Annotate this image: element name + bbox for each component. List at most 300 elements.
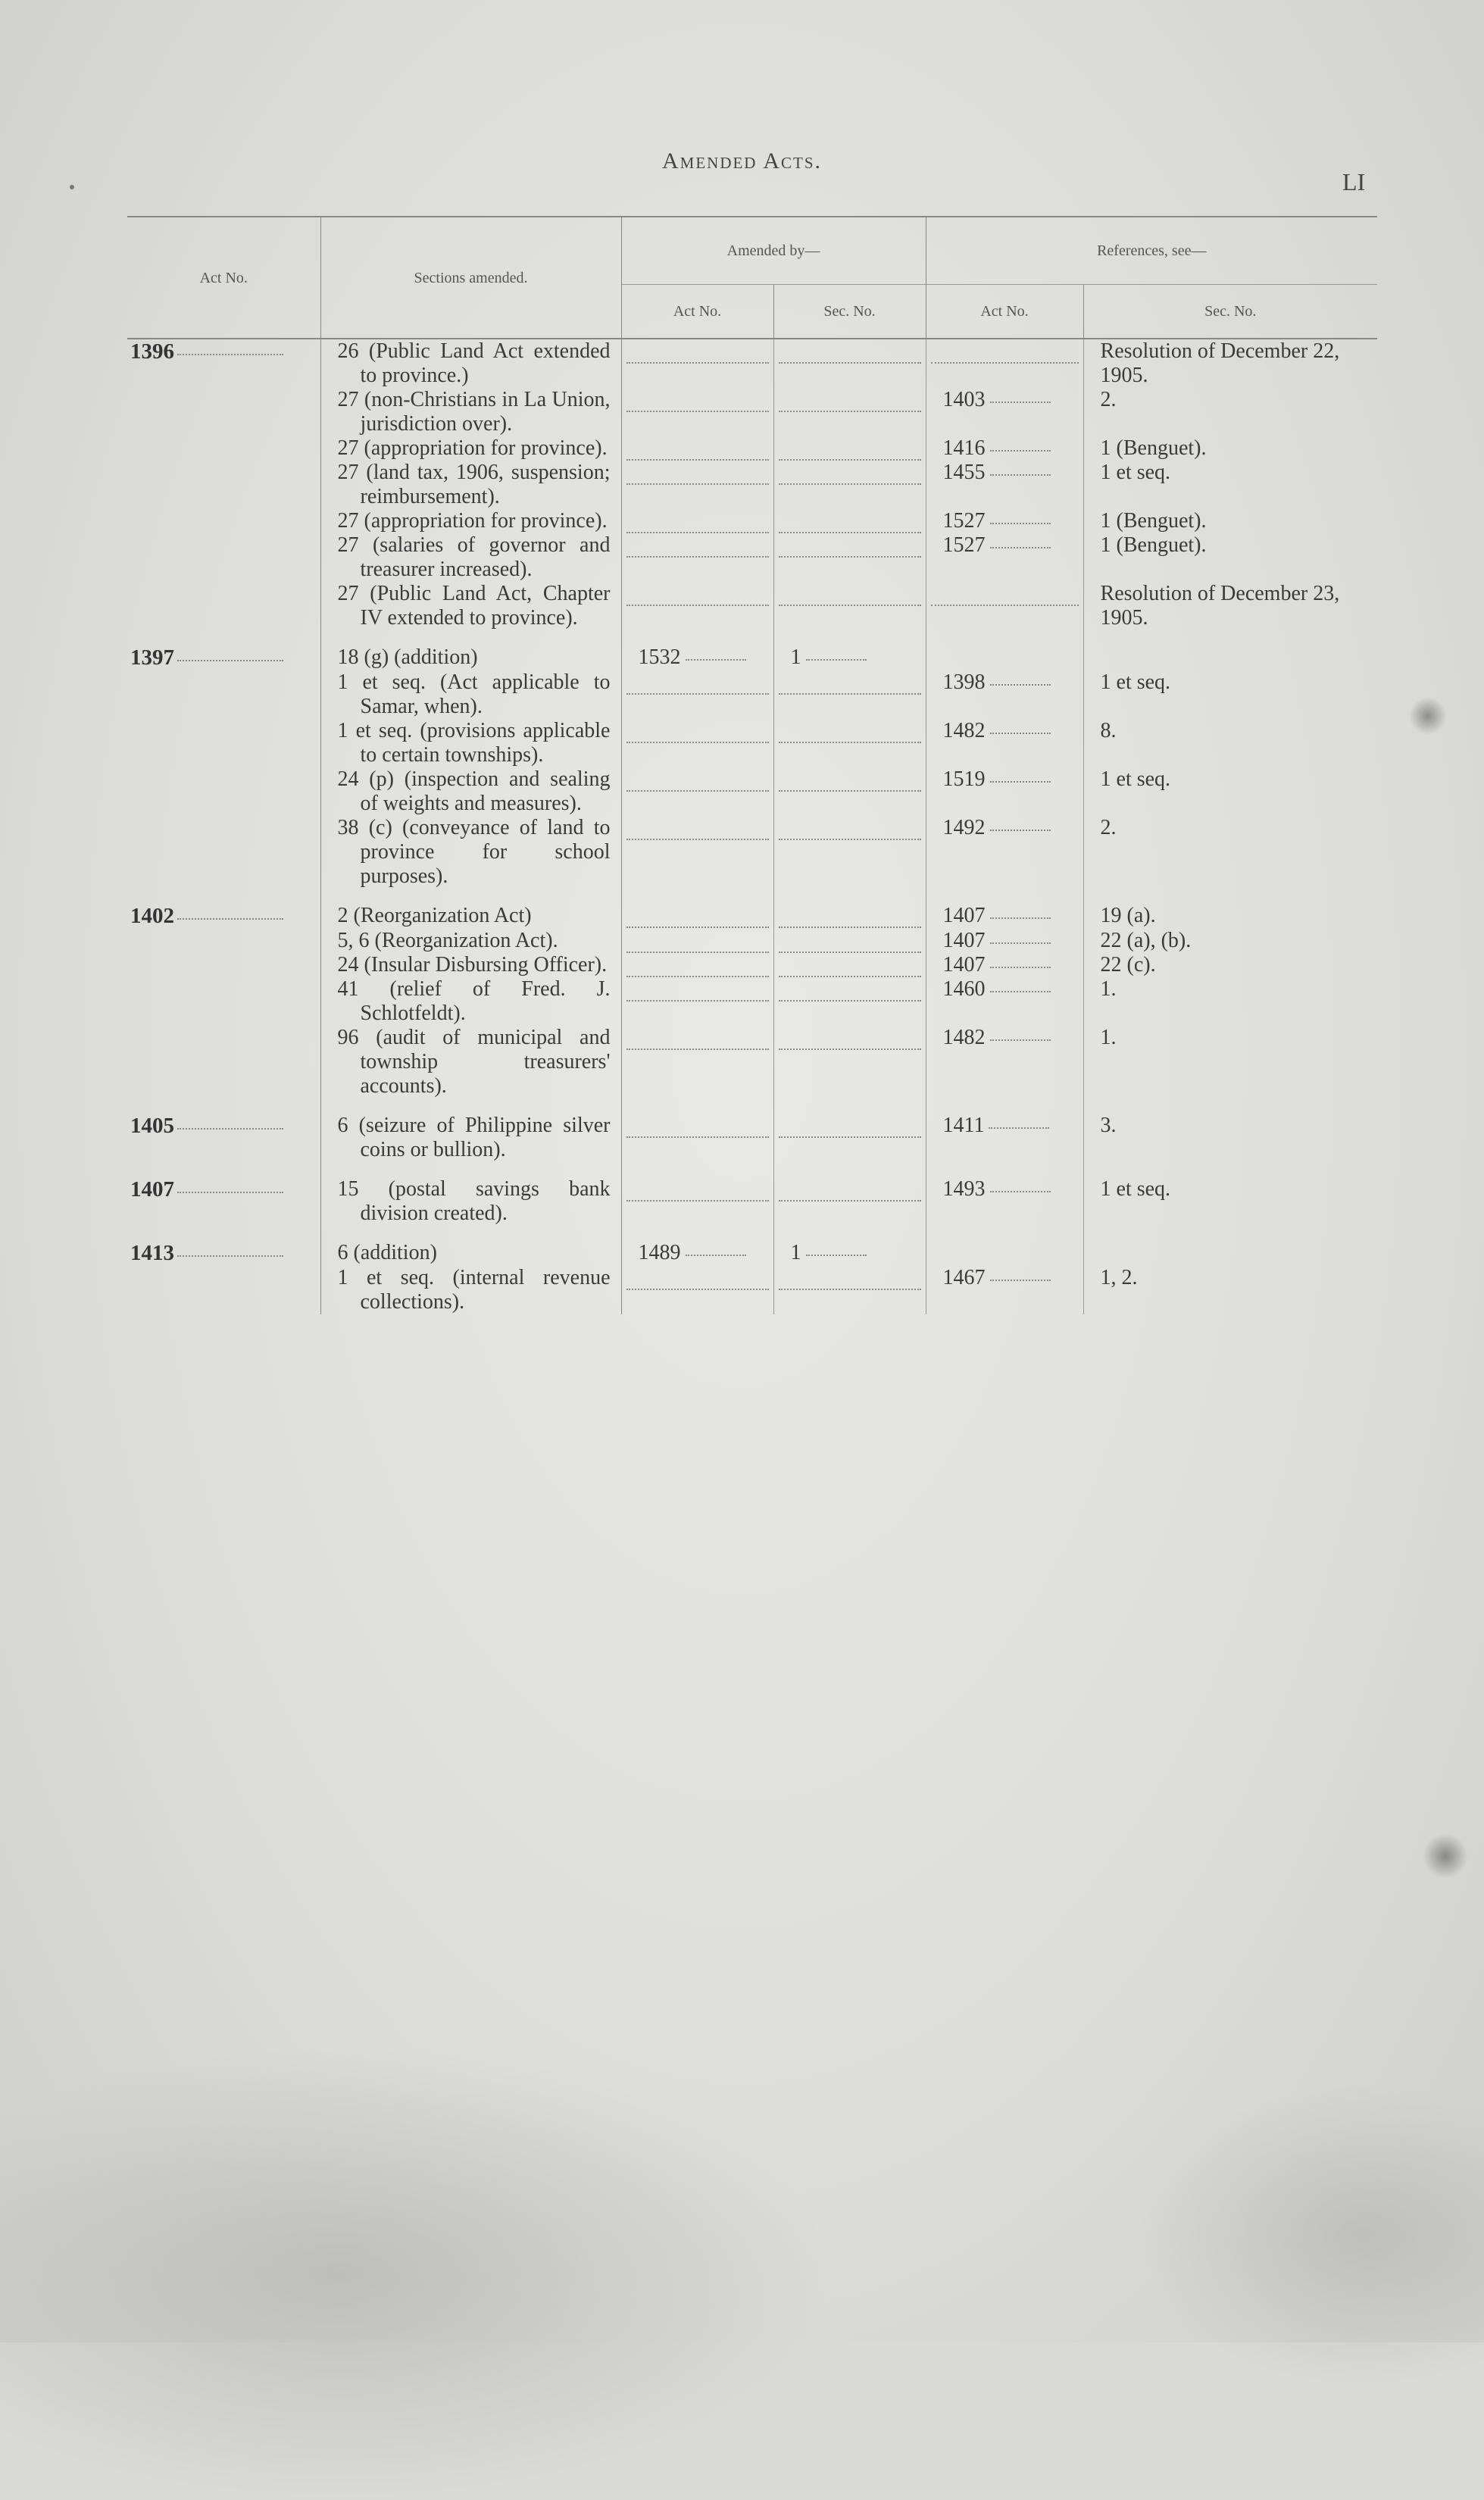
- ref-sec-no-cell: [1083, 582, 1377, 630]
- table-row: [127, 1226, 1377, 1266]
- dot-leader: [779, 786, 921, 792]
- section-amended-text: [321, 388, 621, 436]
- ref-act-no: 1519: [942, 767, 986, 791]
- dot-leader: [806, 655, 867, 661]
- act-no-cell: [127, 1266, 320, 1314]
- section-cell: [320, 1098, 621, 1162]
- dot-leader: [686, 1250, 746, 1256]
- table-row: [127, 953, 1377, 977]
- ref-sec-no-cell: [1083, 816, 1377, 889]
- amended-sec-no-cell: [773, 1026, 926, 1098]
- amended-act-no-cell: [621, 929, 773, 953]
- amended-sec-no-cell: [773, 1162, 926, 1226]
- amended-sec-no-cell: [773, 630, 926, 670]
- header-ref-sec-no: Sec. No.: [1083, 285, 1377, 339]
- table-row: [127, 1098, 1377, 1162]
- paper-speck: [70, 185, 74, 189]
- act-no-cell: [127, 339, 320, 388]
- act-no-cell: [127, 1226, 320, 1266]
- dot-leader: [779, 1132, 921, 1138]
- table-row: [127, 461, 1377, 509]
- amended-acts-table: [127, 216, 1377, 1314]
- dot-leader: [779, 971, 921, 977]
- dot-leader: [177, 1123, 283, 1130]
- dot-leader: [626, 1132, 769, 1138]
- ref-act-no-cell: [926, 509, 1083, 533]
- amended-sec-no-cell: [773, 767, 926, 816]
- act-no-cell: [127, 1026, 320, 1098]
- ref-sec-no-cell: [1083, 509, 1377, 533]
- ref-sec-no: 1 et seq.: [1100, 670, 1171, 694]
- amended-sec-no-cell: [773, 889, 926, 929]
- amended-sec-no-cell: [773, 1098, 926, 1162]
- header-amended-sec-no: Sec. No.: [773, 285, 926, 339]
- ref-act-no-cell: [926, 889, 1083, 929]
- ref-sec-no-cell: [1083, 1098, 1377, 1162]
- section-amended-label: 18 (g) (addition): [337, 645, 478, 669]
- section-amended-text: [321, 582, 621, 630]
- section-cell: [320, 582, 621, 630]
- ref-sec-no: 1.: [1100, 1026, 1117, 1049]
- dot-leader: [990, 986, 1051, 992]
- section-amended-label: 38 (c) (conveyance of land to province for school purposes).: [337, 816, 611, 888]
- ref-act-no-cell: [926, 977, 1083, 1026]
- ref-sec-no-cell: [1083, 1266, 1377, 1314]
- section-amended-label: 27 (appropriation for province).: [337, 436, 608, 460]
- ref-sec-no: 22 (c).: [1100, 953, 1156, 977]
- section-cell: [320, 719, 621, 767]
- act-number: 1407: [130, 1177, 174, 1202]
- act-no-cell: [127, 953, 320, 977]
- amended-act-no-cell: [621, 719, 773, 767]
- ref-act-no: 1482: [942, 719, 986, 742]
- dot-leader: [779, 737, 921, 743]
- header-act-no: Act No.: [127, 217, 320, 339]
- amended-act-no-cell: [621, 339, 773, 388]
- section-cell: [320, 436, 621, 461]
- table-row: [127, 1026, 1377, 1098]
- table-row: [127, 889, 1377, 929]
- ref-act-no-cell: [926, 1226, 1083, 1266]
- dot-leader: [931, 358, 1079, 364]
- amended-act-no-cell: [621, 1266, 773, 1314]
- ref-act-no-cell: [926, 388, 1083, 436]
- dot-leader: [626, 358, 769, 364]
- section-amended-label: 1 et seq. (Act applicable to Samar, when).: [337, 670, 611, 718]
- ref-act-no: 1467: [942, 1266, 986, 1289]
- dot-leader: [990, 542, 1051, 548]
- act-no-cell: [127, 533, 320, 582]
- ref-sec-no: 1 (Benguet).: [1100, 533, 1207, 557]
- dot-leader: [177, 914, 283, 920]
- ref-act-no: 1527: [942, 509, 986, 533]
- dot-leader: [626, 455, 769, 461]
- dot-leader: [779, 947, 921, 953]
- section-amended-label: 2 (Reorganization Act): [337, 904, 532, 927]
- ref-act-no: 1492: [942, 816, 986, 839]
- ref-sec-no: 2.: [1100, 388, 1117, 411]
- ref-act-no-cell: [926, 719, 1083, 767]
- section-amended-text: [321, 816, 621, 889]
- ref-sec-no-cell: [1083, 767, 1377, 816]
- ref-sec-no: 1.: [1100, 977, 1117, 1001]
- dot-leader: [626, 689, 769, 695]
- amended-sec-no-cell: [773, 953, 926, 977]
- act-no-cell: [127, 719, 320, 767]
- dot-leader: [177, 349, 283, 355]
- ref-sec-no: 3.: [1100, 1114, 1117, 1137]
- section-amended-label: 27 (appropriation for province).: [337, 509, 608, 533]
- act-number: 1402: [130, 904, 174, 928]
- act-no-cell: [127, 461, 320, 509]
- section-amended-label: 1 et seq. (internal revenue collections).: [337, 1266, 611, 1314]
- act-no-cell: [127, 670, 320, 719]
- dot-leader: [990, 1275, 1051, 1281]
- section-amended-text: [321, 533, 621, 582]
- amended-sec-no-cell: [773, 816, 926, 889]
- section-amended-text: [321, 1177, 621, 1226]
- section-amended-label: 6 (addition): [337, 1241, 437, 1264]
- paper-stain: [0, 2045, 833, 2500]
- ref-sec-no: 19 (a).: [1100, 904, 1156, 927]
- section-amended-label: 96 (audit of municipal and township treasurers' accounts).: [337, 1026, 611, 1098]
- amended-act-no-cell: [621, 509, 773, 533]
- ref-act-no: 1455: [942, 461, 986, 484]
- ref-act-no: 1407: [942, 953, 986, 977]
- ref-sec-no-cell: [1083, 670, 1377, 719]
- ref-act-no: 1411: [942, 1114, 985, 1137]
- amended-sec-no-cell: [773, 509, 926, 533]
- ref-act-no-cell: [926, 582, 1083, 630]
- section-amended-text: [321, 767, 621, 816]
- section-amended-text: [321, 977, 621, 1026]
- table-row: [127, 630, 1377, 670]
- dot-leader: [990, 518, 1051, 524]
- dot-leader: [779, 689, 921, 695]
- dot-leader: [779, 834, 921, 840]
- ref-act-no-cell: [926, 1026, 1083, 1098]
- section-amended-text: [321, 645, 621, 670]
- dot-leader: [177, 1251, 283, 1257]
- dot-leader: [779, 1195, 921, 1202]
- amended-act-no-cell: [621, 977, 773, 1026]
- ref-sec-no-cell: [1083, 977, 1377, 1026]
- ref-sec-no-cell: [1083, 1226, 1377, 1266]
- dot-leader: [686, 655, 746, 661]
- section-amended-label: 24 (Insular Disbursing Officer).: [337, 953, 608, 977]
- dot-leader: [990, 777, 1051, 783]
- section-amended-text: [321, 904, 621, 928]
- section-amended-text: [321, 1266, 621, 1314]
- amended-act-no-cell: [621, 533, 773, 582]
- act-number: 1413: [130, 1241, 174, 1265]
- dot-leader: [779, 922, 921, 928]
- ref-act-no-cell: [926, 436, 1083, 461]
- section-cell: [320, 1026, 621, 1098]
- dot-leader: [990, 1035, 1051, 1041]
- section-cell: [320, 767, 621, 816]
- section-amended-text: [321, 461, 621, 509]
- ref-act-no: 1527: [942, 533, 986, 557]
- ref-sec-no-cell: [1083, 339, 1377, 388]
- dot-leader: [779, 1044, 921, 1050]
- section-amended-label: 27 (Public Land Act, Chapter IV extended to province).: [337, 582, 611, 630]
- amended-act-no-cell: [621, 816, 773, 889]
- section-cell: [320, 1266, 621, 1314]
- ref-act-no-cell: [926, 929, 1083, 953]
- header-ref-act-no: Act No.: [926, 285, 1083, 339]
- ref-act-no: 1407: [942, 904, 986, 927]
- section-amended-label: 15 (postal savings bank division created).: [337, 1177, 611, 1225]
- section-amended-text: [321, 953, 621, 977]
- section-cell: [320, 388, 621, 436]
- ref-act-no: 1403: [942, 388, 986, 411]
- dot-leader: [779, 552, 921, 558]
- amended-sec-no-cell: [773, 436, 926, 461]
- act-number: 1396: [130, 339, 174, 364]
- ref-act-no: 1407: [942, 929, 986, 952]
- section-amended-label: 41 (relief of Fred. J. Schlotfeldt).: [337, 977, 611, 1025]
- table-body: [127, 339, 1377, 1314]
- dot-leader: [779, 479, 921, 485]
- section-amended-text: [321, 1114, 621, 1162]
- section-amended-text: [321, 719, 621, 767]
- act-no-cell: [127, 582, 320, 630]
- dot-leader: [990, 680, 1051, 686]
- ref-sec-no: Resolution of December 22, 1905.: [1100, 339, 1340, 387]
- amended-act-no: 1532: [638, 645, 681, 669]
- act-no-cell: [127, 929, 320, 953]
- amended-act-no-cell: [621, 1098, 773, 1162]
- ref-sec-no-cell: [1083, 719, 1377, 767]
- amended-sec-no: 1: [790, 1241, 801, 1264]
- page-number: LI: [1342, 168, 1366, 195]
- dot-leader: [990, 962, 1051, 968]
- table-row: [127, 816, 1377, 889]
- section-amended-label: 27 (non-Christians in La Union, jurisdiction over).: [337, 388, 611, 436]
- ref-sec-no-cell: [1083, 533, 1377, 582]
- amended-act-no-cell: [621, 953, 773, 977]
- ref-act-no-cell: [926, 1162, 1083, 1226]
- act-no-cell: [127, 1098, 320, 1162]
- ref-act-no-cell: [926, 1266, 1083, 1314]
- ref-act-no-cell: [926, 339, 1083, 388]
- section-amended-text: [321, 1026, 621, 1098]
- table-row: [127, 436, 1377, 461]
- ref-sec-no-cell: [1083, 929, 1377, 953]
- ref-sec-no-cell: [1083, 1026, 1377, 1098]
- amended-sec-no-cell: [773, 388, 926, 436]
- amended-sec-no-cell: [773, 929, 926, 953]
- ref-sec-no: 1 et seq.: [1100, 767, 1171, 791]
- dot-leader: [626, 786, 769, 792]
- ref-sec-no-cell: [1083, 953, 1377, 977]
- dot-leader: [626, 834, 769, 840]
- dot-leader: [626, 479, 769, 485]
- table-row: [127, 1162, 1377, 1226]
- section-cell: [320, 1226, 621, 1266]
- dot-leader: [779, 406, 921, 412]
- ref-sec-no: 22 (a), (b).: [1100, 929, 1192, 952]
- act-number: 1397: [130, 645, 174, 670]
- amended-sec-no-cell: [773, 1266, 926, 1314]
- amended-sec-no-cell: [773, 719, 926, 767]
- section-cell: [320, 533, 621, 582]
- table-row: [127, 929, 1377, 953]
- amended-act-no: 1489: [638, 1241, 681, 1264]
- table-row: [127, 533, 1377, 582]
- dot-leader: [177, 655, 283, 661]
- ref-sec-no: 1 et seq.: [1100, 461, 1171, 484]
- amended-act-no-cell: [621, 461, 773, 509]
- ref-sec-no-cell: [1083, 436, 1377, 461]
- amended-sec-no-cell: [773, 1226, 926, 1266]
- act-no-cell: [127, 816, 320, 889]
- ref-act-no-cell: [926, 533, 1083, 582]
- section-amended-text: [321, 339, 621, 388]
- ref-sec-no: 1 (Benguet).: [1100, 509, 1207, 533]
- amended-sec-no-cell: [773, 339, 926, 388]
- dot-leader: [626, 1195, 769, 1202]
- amended-sec-no-cell: [773, 461, 926, 509]
- dot-leader: [626, 406, 769, 412]
- dot-leader: [779, 995, 921, 1002]
- dot-leader: [779, 1284, 921, 1290]
- section-amended-text: [321, 1241, 621, 1265]
- dot-leader: [779, 527, 921, 533]
- amended-act-no-cell: [621, 436, 773, 461]
- act-no-cell: [127, 1162, 320, 1226]
- paper-stain: [1409, 697, 1447, 735]
- dot-leader: [990, 397, 1051, 403]
- section-amended-text: [321, 670, 621, 719]
- amended-act-no-cell: [621, 1162, 773, 1226]
- act-no-cell: [127, 977, 320, 1026]
- paper-stain: [1136, 2083, 1484, 2386]
- act-no-cell: [127, 767, 320, 816]
- section-cell: [320, 953, 621, 977]
- section-amended-label: 27 (land tax, 1906, suspension; reimbursement).: [337, 461, 611, 508]
- ref-act-no: 1416: [942, 436, 986, 460]
- amended-sec-no: 1: [790, 645, 801, 669]
- amended-act-no-cell: [621, 670, 773, 719]
- amended-act-no-cell: [621, 582, 773, 630]
- page-header: Amended Acts.: [661, 148, 822, 173]
- dot-leader: [990, 825, 1051, 831]
- amended-act-no-cell: [621, 1226, 773, 1266]
- ref-act-no-cell: [926, 670, 1083, 719]
- ref-sec-no-cell: [1083, 461, 1377, 509]
- section-cell: [320, 630, 621, 670]
- section-amended-label: 1 et seq. (provisions applicable to certain townships).: [337, 719, 611, 767]
- paper-stain: [1423, 1833, 1468, 1879]
- header-sections-amended: Sections amended.: [320, 217, 621, 339]
- header-amended-by: Amended by—: [621, 217, 926, 285]
- dot-leader: [779, 455, 921, 461]
- amended-act-no-cell: [621, 1026, 773, 1098]
- ref-sec-no-cell: [1083, 630, 1377, 670]
- ref-act-no: 1493: [942, 1177, 986, 1201]
- ref-sec-no: 8.: [1100, 719, 1117, 742]
- dot-leader: [626, 947, 769, 953]
- act-no-cell: [127, 388, 320, 436]
- dot-leader: [626, 737, 769, 743]
- section-amended-text: [321, 929, 621, 953]
- section-amended-label: 26 (Public Land Act extended to province.): [337, 339, 611, 387]
- ref-sec-no-cell: [1083, 388, 1377, 436]
- dot-leader: [779, 358, 921, 364]
- ref-act-no-cell: [926, 461, 1083, 509]
- amended-sec-no-cell: [773, 977, 926, 1026]
- amended-act-no-cell: [621, 388, 773, 436]
- header-amended-act-no: Act No.: [621, 285, 773, 339]
- table-row: [127, 670, 1377, 719]
- ref-sec-no: Resolution of December 23, 1905.: [1100, 582, 1340, 630]
- dot-leader: [806, 1250, 867, 1256]
- dot-leader: [779, 600, 921, 606]
- act-no-cell: [127, 509, 320, 533]
- table-row: [127, 719, 1377, 767]
- ref-sec-no: 2.: [1100, 816, 1117, 839]
- ref-act-no: 1460: [942, 977, 986, 1001]
- dot-leader: [990, 1186, 1051, 1192]
- dot-leader: [626, 971, 769, 977]
- section-amended-text: [321, 509, 621, 533]
- dot-leader: [990, 913, 1051, 919]
- section-cell: [320, 509, 621, 533]
- dot-leader: [989, 1123, 1049, 1129]
- amended-sec-no-cell: [773, 670, 926, 719]
- table-row: [127, 767, 1377, 816]
- amended-sec-no-cell: [773, 533, 926, 582]
- ref-sec-no: 1, 2.: [1100, 1266, 1138, 1289]
- section-cell: [320, 670, 621, 719]
- ref-act-no-cell: [926, 953, 1083, 977]
- dot-leader: [626, 600, 769, 606]
- table-row: [127, 1266, 1377, 1314]
- table-row: [127, 582, 1377, 630]
- section-amended-label: 6 (seizure of Philippine silver coins or bullion).: [337, 1114, 611, 1161]
- section-amended-text: [321, 436, 621, 461]
- header-references: References, see—: [926, 217, 1377, 285]
- ref-act-no-cell: [926, 1098, 1083, 1162]
- amended-sec-no-cell: [773, 582, 926, 630]
- table-row: [127, 509, 1377, 533]
- table-row: [127, 339, 1377, 388]
- dot-leader: [990, 938, 1051, 944]
- dot-leader: [990, 470, 1051, 476]
- ref-act-no: 1482: [942, 1026, 986, 1049]
- dot-leader: [626, 1284, 769, 1290]
- dot-leader: [931, 600, 1079, 606]
- act-no-cell: [127, 630, 320, 670]
- amended-act-no-cell: [621, 767, 773, 816]
- ref-act-no-cell: [926, 767, 1083, 816]
- act-no-cell: [127, 436, 320, 461]
- dot-leader: [626, 527, 769, 533]
- ref-act-no: 1398: [942, 670, 986, 694]
- section-cell: [320, 929, 621, 953]
- dot-leader: [626, 552, 769, 558]
- dot-leader: [626, 995, 769, 1002]
- dot-leader: [990, 445, 1051, 452]
- section-amended-label: 27 (salaries of governor and treasurer increased).: [337, 533, 611, 581]
- ref-sec-no: 1 et seq.: [1100, 1177, 1171, 1201]
- section-cell: [320, 461, 621, 509]
- amended-act-no-cell: [621, 889, 773, 929]
- section-cell: [320, 977, 621, 1026]
- table-row: [127, 388, 1377, 436]
